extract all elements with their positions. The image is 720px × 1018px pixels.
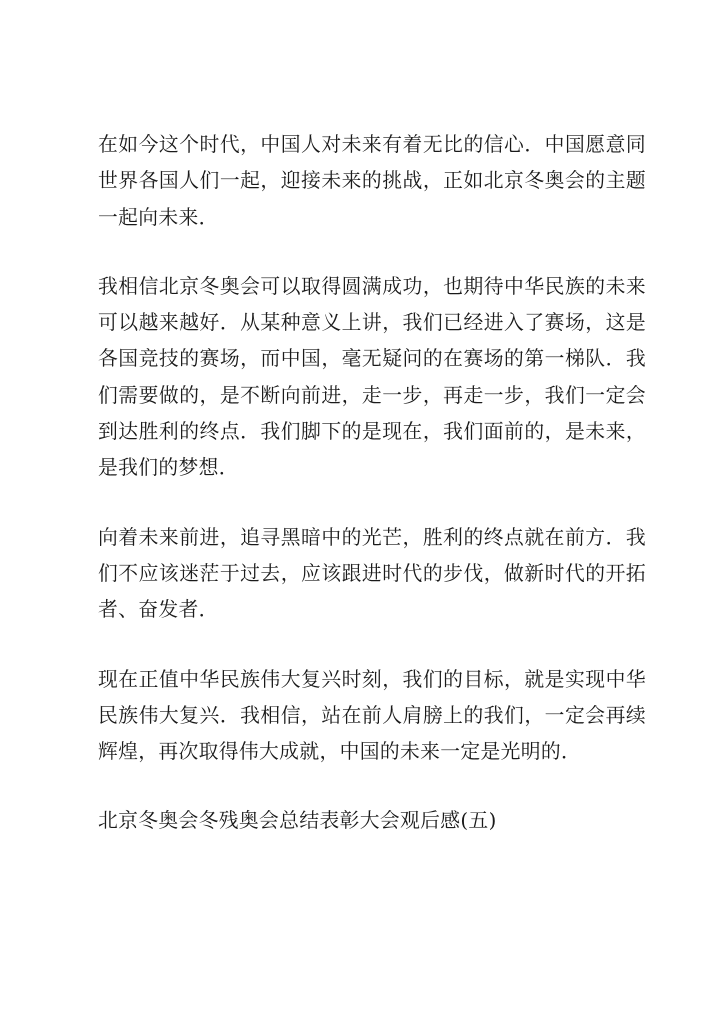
paragraph-2: 我相信北京冬奥会可以取得圆满成功，也期待中华民族的未来可以越来越好．从某种意义上讲，我们已经进入了赛场，这是各国竞技的赛场，而中国，毫无疑问的在赛场的第一梯队．我们需要做的，是不断向前进，走一步，再走一步，我们一定会到达胜利的终点．我们脚下的是现在，我们面前的，是未来，是我们的梦想． [98, 274, 646, 480]
document-body [98, 127, 646, 840]
paragraph-4: 现在正值中华民族伟大复兴时刻，我们的目标，就是实现中华民族伟大复兴．我相信，站在前人肩膀上的我们，一定会再续辉煌，再次取得伟大成就，中国的未来一定是光明的． [98, 667, 646, 764]
section-heading: 北京冬奥会冬残奥会总结表彰大会观后感(五) [98, 809, 497, 833]
paragraph-3: 向着未来前进，追寻黑暗中的光芒，胜利的终点就在前方．我们不应该迷茫于过去，应该跟进时代的步伐，做新时代的开拓者、奋发者． [98, 525, 646, 622]
paragraph-1: 在如今这个时代，中国人对未来有着无比的信心．中国愿意同世界各国人们一起，迎接未来的挑战，正如北京冬奥会的主题一起向未来． [98, 133, 646, 229]
